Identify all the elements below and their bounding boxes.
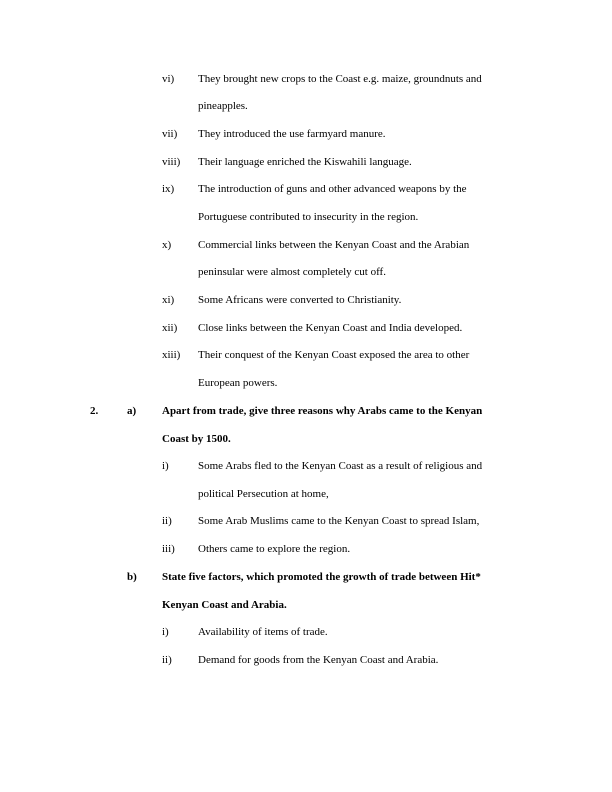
part-label: b) bbox=[127, 571, 137, 583]
answer-number: i) bbox=[162, 626, 169, 638]
item-number: x) bbox=[162, 239, 172, 251]
item-text: Commercial links between the Kenyan Coast and the Arabian bbox=[198, 239, 470, 251]
item-number: xii) bbox=[162, 322, 178, 334]
item-number: vi) bbox=[162, 73, 175, 85]
question-text: Kenyan Coast and Arabia. bbox=[162, 599, 287, 611]
answer-text: Availability of items of trade. bbox=[198, 626, 328, 638]
item-text: Their language enriched the Kiswahili language. bbox=[198, 156, 412, 168]
answer-text: Some Arab Muslims came to the Kenyan Coast to spread Islam, bbox=[198, 515, 480, 527]
question-number: 2. bbox=[90, 405, 99, 417]
question-text: Coast by 1500. bbox=[162, 433, 231, 445]
answer-number: i) bbox=[162, 460, 169, 472]
part-label: a) bbox=[127, 405, 137, 417]
item-text: pineapples. bbox=[198, 100, 248, 112]
answer-text: political Persecution at home, bbox=[198, 488, 329, 500]
question-text: Apart from trade, give three reasons why Arabs came to the Kenyan bbox=[162, 405, 483, 417]
item-number: ix) bbox=[162, 183, 175, 195]
item-number: xi) bbox=[162, 294, 175, 306]
answer-text: Some Arabs fled to the Kenyan Coast as a result of religious and bbox=[198, 460, 483, 472]
item-text: Portuguese contributed to insecurity in the region. bbox=[198, 211, 419, 223]
item-text: peninsular were almost completely cut off. bbox=[198, 266, 386, 278]
item-text: They brought new crops to the Coast e.g. maize, groundnuts and bbox=[198, 73, 482, 85]
item-text: Some Africans were converted to Christianity. bbox=[198, 294, 402, 306]
item-text: European powers. bbox=[198, 377, 278, 389]
question-text: State five factors, which promoted the growth of trade between Hit* bbox=[162, 571, 481, 583]
answer-number: ii) bbox=[162, 515, 172, 527]
item-text: The introduction of guns and other advanced weapons by the bbox=[198, 183, 467, 195]
answer-number: iii) bbox=[162, 543, 175, 555]
item-number: viii) bbox=[162, 156, 181, 168]
item-text: They introduced the use farmyard manure. bbox=[198, 128, 386, 140]
item-number: xiii) bbox=[162, 349, 181, 361]
answer-text: Demand for goods from the Kenyan Coast and Arabia. bbox=[198, 654, 439, 666]
item-text: Close links between the Kenyan Coast and India developed. bbox=[198, 322, 463, 334]
answer-text: Others came to explore the region. bbox=[198, 543, 351, 555]
item-number: vii) bbox=[162, 128, 178, 140]
item-text: Their conquest of the Kenyan Coast exposed the area to other bbox=[198, 349, 470, 361]
answer-number: ii) bbox=[162, 654, 172, 666]
